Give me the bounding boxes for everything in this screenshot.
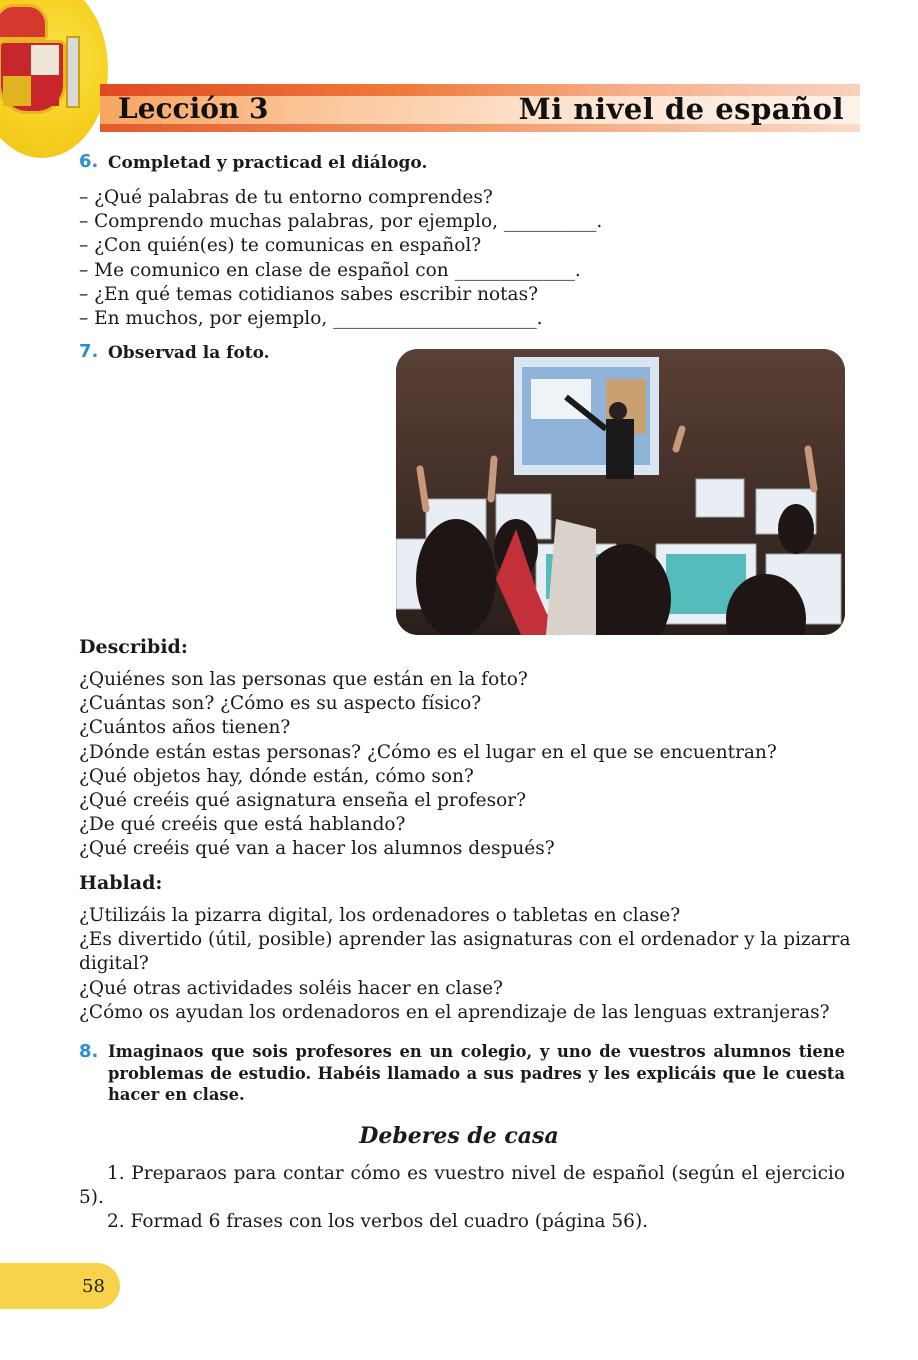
question-line: ¿Quiénes son las personas que están en la foto? xyxy=(79,669,528,690)
pillar-right-icon xyxy=(66,36,80,108)
classroom-photo-illustration xyxy=(396,349,845,635)
describid-questions xyxy=(79,668,777,862)
question-line: ¿Es divertido (útil, posible) aprender las asignaturas con el ordenador y la pizarra xyxy=(79,929,851,951)
spain-coat-of-arms-icon xyxy=(0,0,108,158)
exercise-6-number: 6. xyxy=(79,151,99,172)
question-line: ¿Qué creéis qué van a hacer los alumnos después? xyxy=(79,838,555,860)
dialogue-line: – En muchos, por ejemplo, ______________________. xyxy=(79,308,543,330)
exercise-8-text: Imaginaos que sois profesores en un colegio, y uno de vuestros alumnos tiene problemas de estudio. Habéis llamado a sus padres y les explicáis que le cuesta hacer en clase. xyxy=(108,1042,845,1104)
describid-heading: Describid: xyxy=(79,636,188,658)
question-line: ¿Dónde están estas personas? ¿Cómo es el lugar en el que se encuentran? xyxy=(79,741,777,763)
hablad-questions xyxy=(79,904,850,1025)
exercise-8-number: 8. xyxy=(79,1041,99,1062)
dialogue-list xyxy=(79,186,602,331)
dialogue-line: – Me comunico en clase de español con _____________. xyxy=(79,259,581,281)
dialogue-line: – ¿Con quién(es) te comunicas en español? xyxy=(79,235,482,257)
homework-item-1: 1. Preparaos para contar cómo es vuestro nivel de español (según el ejercicio 5). xyxy=(79,1163,845,1209)
exercise-7-number: 7. xyxy=(79,341,99,362)
exercise-6-title: Completad y practicad el diálogo. xyxy=(108,153,428,173)
question-line: ¿Utilizáis la pizarra digital, los ordenadores o tabletas en clase? xyxy=(79,905,681,926)
lesson-title: Lección 3 xyxy=(118,92,269,125)
question-line: ¿Cómo os ayudan los ordenadoros en el aprendizaje de las lenguas extranjeras? xyxy=(79,1001,830,1023)
classroom-photo xyxy=(396,349,845,635)
question-line: ¿De qué creéis que está hablando? xyxy=(79,814,406,836)
homework-heading: Deberes de casa xyxy=(359,1123,559,1149)
crown-icon xyxy=(0,4,48,40)
page-number: 58 xyxy=(82,1276,105,1297)
hablad-heading: Hablad: xyxy=(79,872,163,894)
question-line: ¿Qué creéis qué asignatura enseña el profesor? xyxy=(79,790,527,812)
question-line: ¿Qué otras actividades soléis hacer en clase? xyxy=(79,977,503,999)
question-line: ¿Qué objetos hay, dónde están, cómo son? xyxy=(79,765,474,787)
question-line: ¿Cuántos años tienen? xyxy=(79,717,291,739)
dialogue-line: – ¿En qué temas cotidianos sabes escribir notas? xyxy=(79,283,538,305)
exercise-7-title: Observad la foto. xyxy=(108,343,270,363)
shield-icon xyxy=(0,40,66,114)
question-line: ¿Cuántas son? ¿Cómo es su aspecto físico? xyxy=(79,693,482,715)
dialogue-line: – ¿Qué palabras de tu entorno comprendes? xyxy=(79,187,493,208)
question-line: digital? xyxy=(79,953,149,975)
topic-title: Mi nivel de español xyxy=(518,92,844,126)
homework-item-2: 2. Formad 6 frases con los verbos del cuadro (página 56). xyxy=(107,1211,649,1232)
dialogue-line: – Comprendo muchas palabras, por ejemplo, __________. xyxy=(79,211,603,233)
